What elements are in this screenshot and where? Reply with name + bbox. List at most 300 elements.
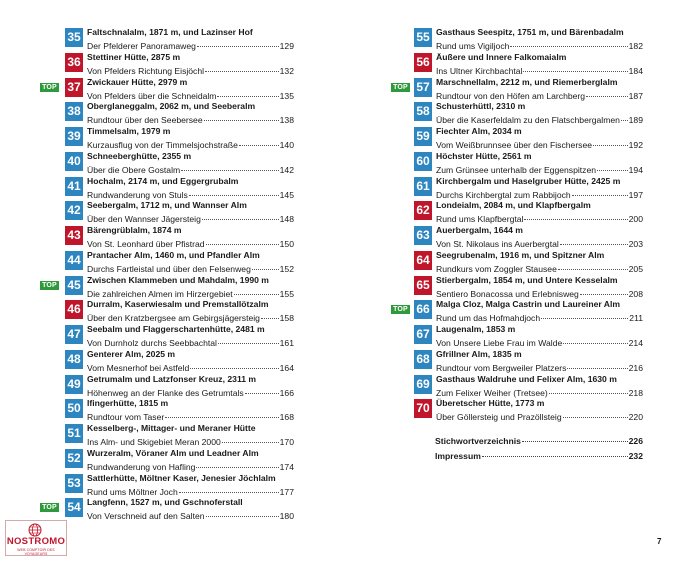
tour-subtitle: Über Göllersteig und Prazöllsteig bbox=[436, 412, 562, 423]
page-ref: 152 bbox=[279, 263, 294, 274]
dot-leader bbox=[245, 383, 279, 394]
tour-subtitle: Rundtour vom Bergweiler Platzers bbox=[436, 362, 567, 373]
tour-title: Auerbergalm, 1644 m bbox=[436, 225, 523, 235]
toc-entry[interactable] bbox=[389, 27, 643, 52]
page-ref: 150 bbox=[279, 239, 294, 249]
page-ref: 208 bbox=[628, 288, 643, 299]
tour-subtitle-row bbox=[436, 211, 643, 225]
top-badge: TOP bbox=[40, 281, 59, 290]
toc-entry-text bbox=[436, 398, 643, 423]
tour-subtitle-row bbox=[436, 187, 643, 201]
toc-entry-text bbox=[436, 126, 643, 151]
tour-title: Zwickauer Hütte, 2979 m bbox=[87, 76, 188, 87]
tour-number-badge: 47 bbox=[65, 325, 83, 344]
toc-entry[interactable] bbox=[38, 324, 294, 349]
page-ref: 142 bbox=[279, 164, 294, 175]
toc-entry-text bbox=[436, 200, 643, 225]
toc-entry-text bbox=[87, 398, 294, 423]
index-label: Impressum bbox=[435, 451, 481, 461]
tour-number-badge: 49 bbox=[65, 375, 83, 394]
tour-number-badge: 60 bbox=[414, 152, 432, 171]
tour-subtitle-row bbox=[436, 385, 643, 399]
tour-number-badge: 37 bbox=[65, 78, 83, 97]
toc-entry-text bbox=[87, 275, 294, 300]
toc-entry[interactable] bbox=[38, 299, 294, 324]
toc-entry-text bbox=[436, 52, 643, 77]
toc-entry-text bbox=[87, 77, 294, 102]
tour-subtitle-row bbox=[87, 236, 294, 250]
toc-entry-text bbox=[87, 176, 294, 201]
page-ref: 211 bbox=[629, 313, 643, 324]
tour-title: Gasthaus Seespitz, 1751 m, und Bärenbadalm bbox=[436, 27, 624, 37]
page-ref: 189 bbox=[628, 115, 643, 126]
top-badge: TOP bbox=[391, 305, 410, 314]
toc-entry-text bbox=[87, 497, 294, 522]
tour-subtitle: Durchs Fartleistal und über den Felsenweg bbox=[87, 263, 251, 274]
page-ref: 161 bbox=[279, 338, 294, 348]
tour-subtitle: Der Pfelderer Panoramaweg bbox=[87, 41, 196, 51]
tour-subtitle: Rundwanderung von Stuls bbox=[87, 189, 188, 200]
tour-subtitle-row bbox=[87, 286, 294, 300]
tour-title: Faltschnalalm, 1871 m, und Lazinser Hof bbox=[87, 27, 253, 37]
tour-title: Wurzeralm, Vöraner Alm und Leadner Alm bbox=[87, 447, 259, 458]
dot-leader bbox=[261, 308, 279, 319]
index-entry[interactable] bbox=[435, 448, 643, 463]
tour-subtitle-row bbox=[87, 434, 294, 448]
dot-leader bbox=[523, 61, 627, 72]
tour-number-badge: 61 bbox=[414, 177, 432, 196]
dot-leader bbox=[510, 36, 627, 47]
toc-entry[interactable] bbox=[38, 101, 294, 126]
page-ref: 145 bbox=[279, 189, 294, 200]
toc-entry[interactable] bbox=[38, 52, 294, 77]
tour-subtitle-row bbox=[436, 286, 643, 300]
nostromo-logo bbox=[5, 520, 67, 556]
toc-entry-text bbox=[436, 349, 643, 374]
index-label: Stichwortverzeichnis bbox=[435, 436, 521, 446]
toc-entry[interactable] bbox=[389, 225, 643, 250]
toc-entry-text bbox=[87, 349, 294, 374]
tour-title: Genterer Alm, 2025 m bbox=[87, 348, 176, 359]
tour-title: Londeialm, 2084 m, und Klapfbergalm bbox=[436, 200, 591, 211]
toc-entry[interactable] bbox=[38, 151, 294, 176]
toc-entry-text bbox=[87, 250, 294, 275]
page-ref: 138 bbox=[279, 115, 294, 126]
tour-title: Schusterhüttl, 2310 m bbox=[436, 101, 526, 112]
toc-entry[interactable] bbox=[38, 176, 294, 201]
toc-entry[interactable] bbox=[38, 275, 294, 300]
tour-subtitle-row bbox=[87, 508, 294, 522]
tour-subtitle: Über den Wannser Jägersteig bbox=[87, 214, 201, 225]
tour-title: Stettiner Hütte, 2875 m bbox=[87, 51, 181, 62]
toc-entry[interactable] bbox=[389, 101, 643, 126]
tour-number-badge: 62 bbox=[414, 201, 432, 220]
page-ref: 220 bbox=[628, 412, 643, 423]
toc-entry-text bbox=[87, 299, 294, 324]
toc-entry-text bbox=[436, 374, 643, 399]
tour-title: Fiechter Alm, 2034 m bbox=[436, 126, 522, 136]
tour-subtitle-row bbox=[87, 484, 294, 498]
tour-subtitle: Über den Kratzbergsee am Gebirgsjägersteig bbox=[87, 313, 260, 324]
tour-subtitle: Rundkurs vom Zoggler Stausee bbox=[436, 263, 557, 274]
tour-title: Seebalm und Flaggerschartenhütte, 2481 m bbox=[87, 324, 265, 334]
toc-entry[interactable] bbox=[389, 126, 643, 151]
tour-subtitle: Von Verschneid auf den Salten bbox=[87, 511, 205, 522]
page-ref: 168 bbox=[279, 412, 294, 423]
tour-number-badge: 55 bbox=[414, 28, 432, 47]
tour-title: Kirchbergalm und Haselgruber Hütte, 2425 m bbox=[436, 175, 621, 186]
toc-entry[interactable] bbox=[389, 398, 643, 423]
tour-subtitle-row bbox=[436, 112, 643, 126]
tour-subtitle: Rundtour über den Seebersee bbox=[87, 115, 203, 126]
toc-entry[interactable] bbox=[38, 398, 294, 423]
tour-title: Seebergalm, 1712 m, und Wannser Alm bbox=[87, 200, 247, 211]
tour-subtitle: Zum Grünsee unterhalb der Eggenspitzen bbox=[436, 164, 597, 175]
dot-leader bbox=[218, 333, 279, 344]
tour-number-badge: 43 bbox=[65, 226, 83, 245]
toc-entry-text bbox=[87, 52, 294, 77]
toc-entry-text bbox=[87, 200, 294, 225]
dot-leader bbox=[206, 234, 279, 245]
toc-entry-text bbox=[436, 250, 643, 275]
page-ref: 148 bbox=[279, 214, 294, 225]
tour-number-badge: 53 bbox=[65, 474, 83, 493]
page-ref: 180 bbox=[279, 511, 294, 522]
toc-entry-text bbox=[87, 225, 294, 250]
tour-subtitle-row bbox=[436, 310, 643, 324]
tour-subtitle-row bbox=[436, 63, 643, 77]
dot-leader bbox=[586, 86, 628, 97]
tour-number-badge: 64 bbox=[414, 251, 432, 270]
toc-right-column bbox=[389, 27, 643, 423]
tour-subtitle-row bbox=[87, 409, 294, 423]
tour-title: Timmelsalm, 1979 m bbox=[87, 126, 171, 136]
toc-entry-text bbox=[87, 27, 294, 52]
page-ref: 129 bbox=[279, 41, 294, 51]
page-ref: 187 bbox=[628, 90, 643, 101]
toc-entry-text bbox=[436, 101, 643, 126]
tour-subtitle: Höhenweg an der Flanke des Getrumtals bbox=[87, 387, 244, 398]
toc-entry[interactable] bbox=[389, 77, 643, 102]
page-ref: 192 bbox=[628, 140, 643, 150]
page-ref: 158 bbox=[279, 313, 294, 324]
tour-number-badge: 35 bbox=[65, 28, 83, 47]
tour-subtitle-row bbox=[436, 38, 643, 52]
tour-subtitle: Vom Mesnerhof bei Astfeld bbox=[87, 362, 190, 373]
tour-number-badge: 54 bbox=[65, 498, 83, 517]
toc-entry-text bbox=[87, 448, 294, 473]
toc-entry[interactable] bbox=[389, 299, 643, 324]
tour-title: Gasthaus Waldruhe und Felixer Alm, 1630 m bbox=[436, 373, 617, 384]
dot-leader bbox=[580, 284, 628, 295]
dot-leader bbox=[563, 333, 627, 344]
toc-entry[interactable] bbox=[389, 176, 643, 201]
tour-subtitle: Rund ums Vigiljoch bbox=[436, 41, 510, 51]
page-ref: 135 bbox=[279, 90, 294, 101]
top-badge: TOP bbox=[40, 503, 59, 512]
toc-entry[interactable] bbox=[38, 448, 294, 473]
dot-leader bbox=[217, 86, 278, 97]
top-badge: TOP bbox=[391, 83, 410, 92]
tour-title: Laugenalm, 1853 m bbox=[436, 324, 516, 334]
tour-subtitle-row bbox=[436, 261, 643, 275]
dot-leader bbox=[197, 36, 279, 47]
tour-title: Höchster Hütte, 2561 m bbox=[436, 150, 532, 161]
toc-entry-text bbox=[436, 27, 643, 52]
top-badge: TOP bbox=[40, 83, 59, 92]
toc-entry[interactable] bbox=[38, 200, 294, 225]
tour-subtitle: Über die Obere Gostalm bbox=[87, 164, 181, 175]
dot-leader bbox=[597, 160, 628, 171]
tour-subtitle-row bbox=[87, 38, 294, 52]
tour-subtitle-row bbox=[87, 112, 294, 126]
toc-entry[interactable] bbox=[389, 275, 643, 300]
dot-leader bbox=[205, 61, 279, 72]
toc-entry-text bbox=[87, 423, 294, 448]
toc-entry-text bbox=[87, 473, 294, 498]
page-ref: 170 bbox=[279, 437, 294, 447]
tour-number-badge: 66 bbox=[414, 300, 432, 319]
dot-leader bbox=[206, 506, 279, 517]
dot-leader bbox=[567, 358, 627, 369]
dot-leader bbox=[204, 110, 279, 121]
toc-entry-text bbox=[436, 275, 643, 300]
dot-leader bbox=[189, 185, 279, 196]
toc-entry[interactable] bbox=[38, 423, 294, 448]
tour-number-badge: 48 bbox=[65, 350, 83, 369]
toc-entry-text bbox=[87, 101, 294, 126]
tour-number-badge: 46 bbox=[65, 300, 83, 319]
dot-leader bbox=[563, 407, 628, 418]
tour-title: Zwischen Klammeben und Mahdalm, 1990 m bbox=[87, 274, 269, 285]
tour-subtitle-row bbox=[87, 335, 294, 349]
tour-title: Schneeberghütte, 2355 m bbox=[87, 150, 192, 161]
dot-leader bbox=[234, 284, 279, 295]
tour-subtitle: Ins Alm- und Skigebiet Meran 2000 bbox=[87, 437, 221, 447]
dot-leader bbox=[179, 482, 279, 493]
tour-subtitle: Rundwanderung von Hafling bbox=[87, 461, 196, 472]
tour-subtitle: Von Pfelders über die Schneidalm bbox=[87, 90, 217, 101]
dot-leader bbox=[196, 457, 278, 468]
page-ref: 194 bbox=[628, 164, 643, 175]
dot-leader bbox=[222, 432, 279, 443]
toc-entry-text bbox=[436, 225, 643, 250]
tour-title: Oberglaneggalm, 2062 m, und Seeberalm bbox=[87, 101, 256, 112]
page-ref: 132 bbox=[279, 65, 294, 76]
tour-title: Sattlerhütte, Möltner Kaser, Jenesier Jöchlalm bbox=[87, 472, 276, 483]
tour-subtitle: Rundtour vom Taser bbox=[87, 412, 165, 423]
tour-number-badge: 68 bbox=[414, 350, 432, 369]
dot-leader bbox=[524, 209, 627, 220]
toc-entry[interactable] bbox=[38, 250, 294, 275]
tour-title: Langfenn, 1527 m, und Gschnoferstall bbox=[87, 497, 243, 508]
tour-number-badge: 58 bbox=[414, 102, 432, 121]
tour-title: Kesselberg-, Mittager- und Meraner Hütte bbox=[87, 423, 256, 433]
tour-number-badge: 41 bbox=[65, 177, 83, 196]
tour-subtitle: Kurzausflug von der Timmelsjochstraße bbox=[87, 140, 238, 150]
tour-number-badge: 44 bbox=[65, 251, 83, 270]
toc-left-column bbox=[38, 27, 294, 522]
dot-leader bbox=[549, 383, 628, 394]
tour-number-badge: 59 bbox=[414, 127, 432, 146]
toc-entry-text bbox=[436, 151, 643, 176]
tour-subtitle-row bbox=[87, 162, 294, 176]
page-number: 7 bbox=[657, 537, 662, 546]
toc-entry[interactable] bbox=[38, 77, 294, 102]
toc-entry[interactable] bbox=[389, 151, 643, 176]
tour-number-badge: 40 bbox=[65, 152, 83, 171]
tour-subtitle-row bbox=[87, 261, 294, 275]
tour-subtitle-row bbox=[87, 88, 294, 102]
tour-number-badge: 36 bbox=[65, 53, 83, 72]
tour-title: Getrumalm und Latzfonser Kreuz, 2311 m bbox=[87, 373, 257, 384]
tour-subtitle-row bbox=[436, 409, 643, 423]
toc-entry[interactable] bbox=[389, 250, 643, 275]
tour-subtitle-row bbox=[87, 360, 294, 374]
page-ref: 164 bbox=[279, 362, 294, 373]
tour-subtitle: Rund um das Hofmahdjoch bbox=[436, 313, 541, 324]
tour-subtitle-row bbox=[436, 360, 643, 374]
tour-title: Stierbergalm, 1854 m, und Untere Kesselalm bbox=[436, 274, 618, 285]
page-ref: 166 bbox=[279, 387, 294, 398]
tour-number-badge: 39 bbox=[65, 127, 83, 146]
dot-leader bbox=[541, 308, 628, 319]
tour-subtitle-row bbox=[87, 459, 294, 473]
tour-subtitle: Rund ums Klapfbergtal bbox=[436, 214, 524, 225]
tour-number-badge: 67 bbox=[414, 325, 432, 344]
tour-title: Malga Cloz, Malga Castrin und Laureiner Alm bbox=[436, 299, 620, 310]
tour-number-badge: 69 bbox=[414, 375, 432, 394]
dot-leader bbox=[202, 209, 279, 220]
toc-entry-text bbox=[436, 176, 643, 201]
toc-entry[interactable] bbox=[38, 349, 294, 374]
tour-number-badge: 57 bbox=[414, 78, 432, 97]
tour-title: Prantacher Alm, 1460 m, und Pfandler Alm bbox=[87, 249, 260, 260]
tour-subtitle-row bbox=[87, 310, 294, 324]
page-ref: 184 bbox=[628, 65, 643, 76]
toc-entry[interactable] bbox=[389, 374, 643, 399]
page-ref: 216 bbox=[628, 362, 643, 373]
page-ref: 177 bbox=[279, 486, 294, 497]
toc-entry-text bbox=[87, 126, 294, 151]
tour-subtitle-row bbox=[436, 335, 643, 349]
tour-subtitle: Sentiero Bonacossa und Erlebnisweg bbox=[436, 288, 579, 299]
tour-title: Gfrillner Alm, 1835 m bbox=[436, 348, 522, 359]
page-ref: 140 bbox=[279, 140, 294, 150]
tour-title: Ifingerhütte, 1815 m bbox=[87, 398, 169, 409]
page-ref: 174 bbox=[279, 461, 294, 472]
tour-number-badge: 50 bbox=[65, 399, 83, 418]
tour-number-badge: 42 bbox=[65, 201, 83, 220]
tour-number-badge: 45 bbox=[65, 276, 83, 295]
tour-title: Hochalm, 2174 m, und Eggergrubalm bbox=[87, 175, 239, 186]
dot-leader bbox=[621, 110, 628, 121]
tour-number-badge: 52 bbox=[65, 449, 83, 468]
tour-subtitle: Von Pfelders Richtung Eisjöchl bbox=[87, 65, 205, 76]
dot-leader bbox=[593, 135, 628, 146]
page-ref: 214 bbox=[628, 338, 643, 348]
tour-subtitle-row bbox=[87, 187, 294, 201]
page-ref: 205 bbox=[628, 263, 643, 274]
tour-title: Äußere und Innere Falkomaialm bbox=[436, 51, 567, 62]
toc-entry[interactable] bbox=[38, 27, 294, 52]
page-ref: 218 bbox=[628, 387, 643, 398]
toc-entry[interactable] bbox=[389, 200, 643, 225]
tour-number-badge: 65 bbox=[414, 276, 432, 295]
toc-entry[interactable] bbox=[38, 374, 294, 399]
tour-number-badge: 56 bbox=[414, 53, 432, 72]
tour-title: Seegrubenalm, 1916 m, und Spitzner Alm bbox=[436, 249, 605, 260]
tour-subtitle-row bbox=[436, 88, 643, 102]
globe-icon bbox=[28, 523, 42, 537]
toc-entry-text bbox=[436, 299, 643, 324]
tour-subtitle: Von St. Nikolaus ins Auerbergtal bbox=[436, 239, 559, 249]
tour-number-badge: 51 bbox=[65, 424, 83, 443]
tour-title: Überetscher Hütte, 1773 m bbox=[436, 398, 545, 409]
page-ref: 200 bbox=[628, 214, 643, 225]
toc-entry-text bbox=[87, 151, 294, 176]
tour-subtitle: Rundtour von den Höfen am Larchberg bbox=[436, 90, 586, 101]
toc-entry[interactable] bbox=[38, 497, 294, 522]
page-ref: 182 bbox=[628, 41, 643, 51]
tour-subtitle-row bbox=[87, 211, 294, 225]
dot-leader bbox=[572, 185, 628, 196]
tour-subtitle: Rund ums Möltner Joch bbox=[87, 486, 178, 497]
dot-leader bbox=[522, 431, 628, 442]
tour-subtitle: Vom Weißbrunnsee über den Fischersee bbox=[436, 140, 593, 150]
logo-tagline: WEB COMPTOIR DES VOYAGEURS bbox=[17, 548, 55, 556]
tour-subtitle-row bbox=[87, 137, 294, 151]
tour-subtitle-row bbox=[436, 236, 643, 250]
toc-entry[interactable] bbox=[389, 349, 643, 374]
tour-number-badge: 38 bbox=[65, 102, 83, 121]
toc-entry[interactable] bbox=[389, 324, 643, 349]
toc-entry[interactable] bbox=[38, 225, 294, 250]
toc-entry-text bbox=[436, 324, 643, 349]
toc-entry[interactable] bbox=[389, 52, 643, 77]
tour-subtitle: Von Unsere Liebe Frau im Walde bbox=[436, 338, 563, 348]
page-ref: 226 bbox=[628, 436, 643, 446]
dot-leader bbox=[482, 446, 628, 457]
tour-subtitle-row bbox=[87, 385, 294, 399]
tour-subtitle-row bbox=[436, 137, 643, 151]
tour-subtitle: Von Durnholz durchs Seebbachtal bbox=[87, 338, 217, 348]
tour-subtitle: Über die Kaserfeldalm zu den Flatschbergalmen bbox=[436, 115, 620, 126]
dot-leader bbox=[239, 135, 279, 146]
tour-subtitle: Die zahlreichen Almen im Hirzergebiet bbox=[87, 288, 233, 299]
logo-name: NOSTROMO bbox=[6, 536, 66, 547]
page-ref: 155 bbox=[279, 288, 294, 299]
tour-subtitle-row bbox=[436, 162, 643, 176]
tour-number-badge: 63 bbox=[414, 226, 432, 245]
tour-number-badge: 70 bbox=[414, 399, 432, 418]
toc-entry-text bbox=[87, 374, 294, 399]
page-ref: 232 bbox=[628, 451, 643, 461]
page-ref: 203 bbox=[628, 239, 643, 249]
toc-entry-text bbox=[87, 324, 294, 349]
toc-entry-text bbox=[436, 77, 643, 102]
toc-entry[interactable] bbox=[38, 473, 294, 498]
page-ref: 197 bbox=[628, 189, 643, 200]
tour-title: Marschnellalm, 2212 m, und Riemerberglalm bbox=[436, 76, 618, 87]
tour-title: Bärengrüblalm, 1874 m bbox=[87, 225, 182, 235]
dot-leader bbox=[560, 234, 628, 245]
dot-leader bbox=[558, 259, 628, 270]
tour-subtitle: Durchs Kirchbergtal zum Rabbijoch bbox=[436, 189, 571, 200]
tour-subtitle: Ins Ultner Kirchbachtal bbox=[436, 65, 523, 76]
dot-leader bbox=[181, 160, 279, 171]
toc-entry[interactable] bbox=[38, 126, 294, 151]
